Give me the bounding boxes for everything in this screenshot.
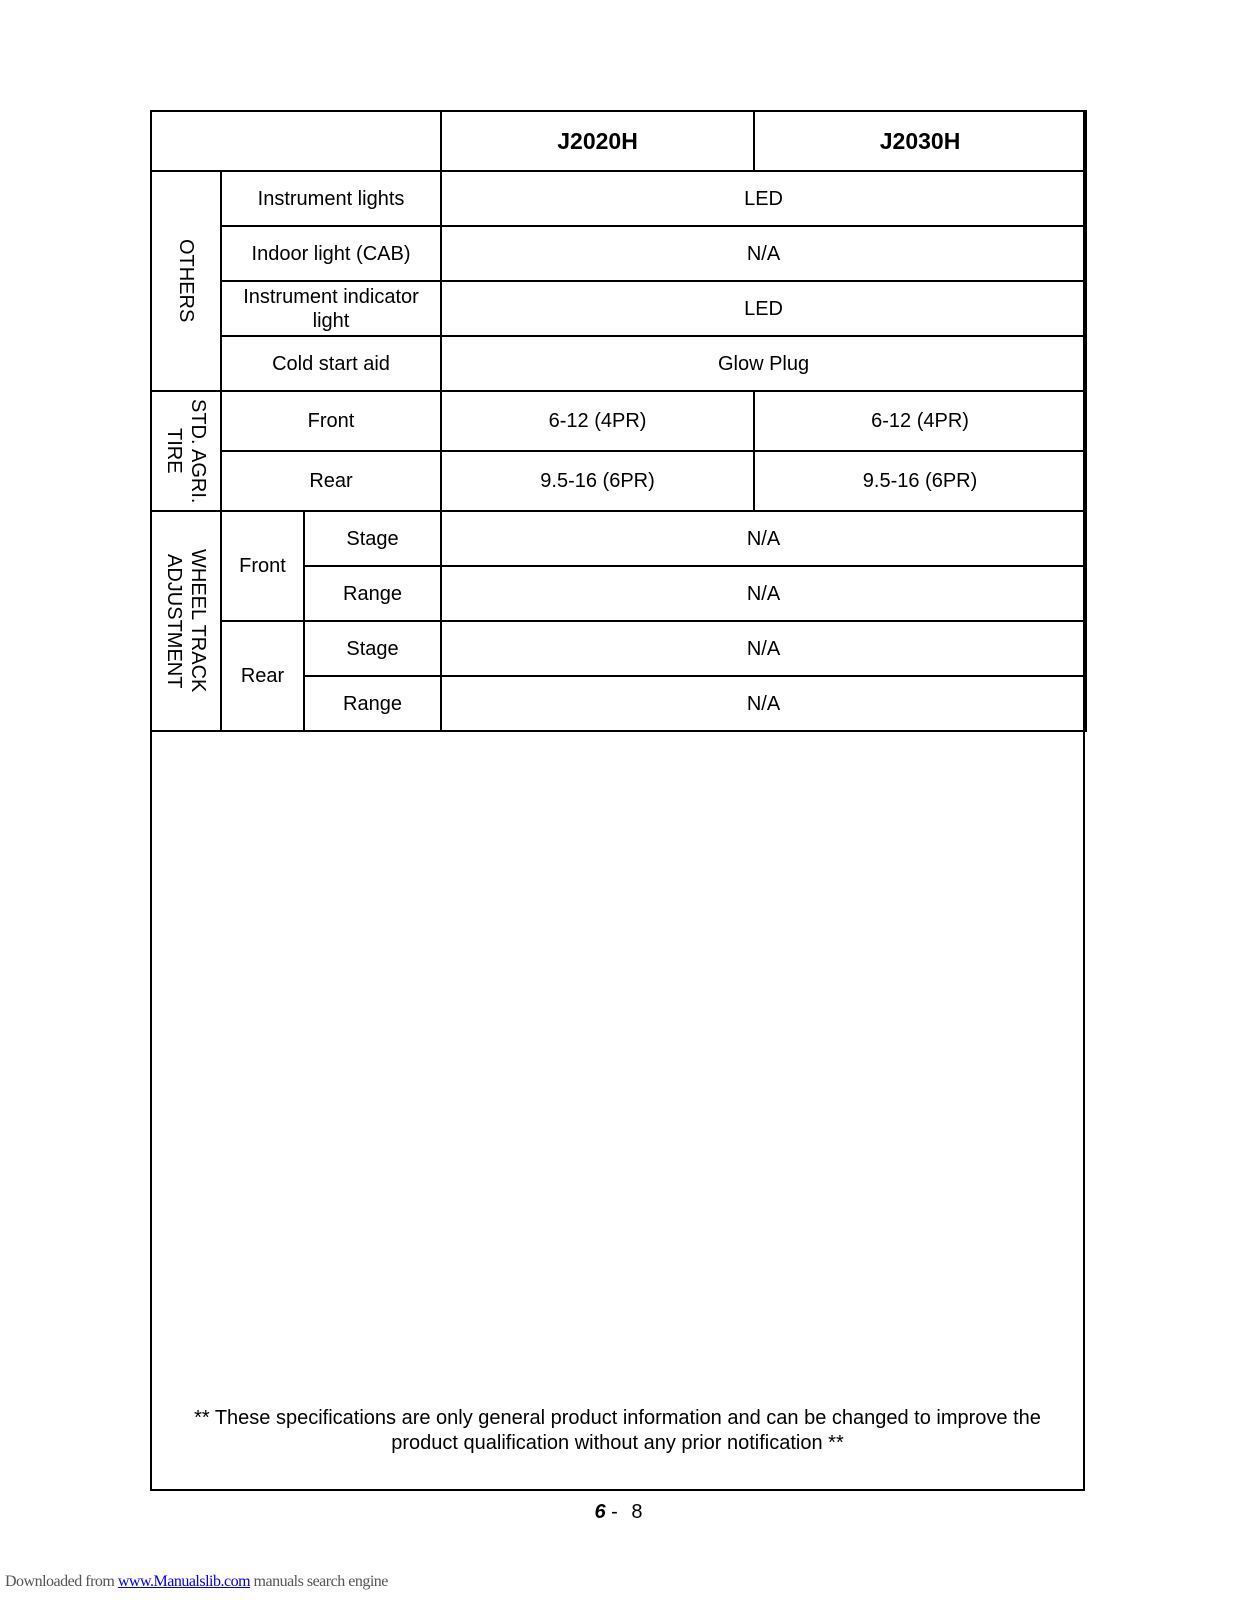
others-group-cell	[151, 171, 221, 391]
tire-row	[151, 451, 1086, 511]
wheel-track-value: N/A	[441, 676, 1086, 731]
disclaimer	[170, 1406, 1065, 1456]
wheel-track-rear-label: Rear	[221, 621, 304, 731]
page-number	[0, 1501, 1237, 1524]
page-chapter: 6	[594, 1501, 606, 1523]
wheel-track-sub-label: Stage	[304, 511, 441, 566]
header-row	[151, 111, 1086, 171]
spec-table	[150, 110, 1087, 732]
tire-group-cell	[151, 391, 221, 511]
model-header-j2030h: J2030H	[754, 111, 1086, 171]
others-row-label: Instrument lights	[221, 171, 441, 226]
tire-value-j2030h: 6-12 (4PR)	[754, 391, 1086, 451]
tire-row-label: Front	[221, 391, 441, 451]
disclaimer-line2: product qualification without any prior notification **	[391, 1432, 844, 1454]
page-separator: -	[611, 1501, 618, 1523]
others-row	[151, 171, 1086, 226]
wheel-track-front-label: Front	[221, 511, 304, 621]
wheel-track-group-label-line1: WHEEL TRACK	[187, 549, 209, 693]
others-row-label: Indoor light (CAB)	[221, 226, 441, 281]
wheel-track-row	[151, 621, 1086, 676]
page-num: 8	[631, 1501, 643, 1523]
others-row	[151, 281, 1086, 336]
wheel-track-value: N/A	[441, 566, 1086, 621]
wheel-track-sub-label: Stage	[304, 621, 441, 676]
manualslib-link[interactable]: www.Manualslib.com	[117, 1573, 251, 1590]
tire-value-j2030h: 9.5-16 (6PR)	[754, 451, 1086, 511]
download-footer	[5, 1573, 388, 1591]
wheel-track-value: N/A	[441, 621, 1086, 676]
wheel-track-sub-label: Range	[304, 566, 441, 621]
disclaimer-line1: ** These specifications are only general product information and can be changed to improve the	[194, 1407, 1041, 1429]
wheel-track-group-cell	[151, 511, 221, 731]
tire-row-label: Rear	[221, 451, 441, 511]
header-blank-cell	[151, 111, 441, 171]
others-row-value: N/A	[441, 226, 1086, 281]
wheel-track-row	[151, 511, 1086, 566]
others-row	[151, 226, 1086, 281]
wheel-track-value: N/A	[441, 511, 1086, 566]
footer-prefix: Downloaded from	[5, 1573, 118, 1590]
others-row-label: Cold start aid	[221, 336, 441, 391]
others-row	[151, 336, 1086, 391]
tire-group-label-line2: TIRE	[163, 428, 185, 474]
model-header-j2020h: J2020H	[441, 111, 754, 171]
others-group-label: OTHERS	[175, 239, 197, 323]
tire-value-j2020h: 6-12 (4PR)	[441, 391, 754, 451]
tire-row	[151, 391, 1086, 451]
tire-group-label-line1: STD. AGRI.	[187, 398, 209, 504]
others-row-label: Instrument indicator light	[221, 281, 441, 336]
tire-value-j2020h: 9.5-16 (6PR)	[441, 451, 754, 511]
footer-suffix: manuals search engine	[250, 1573, 388, 1590]
wheel-track-sub-label: Range	[304, 676, 441, 731]
others-row-value: Glow Plug	[441, 336, 1086, 391]
others-row-value: LED	[441, 171, 1086, 226]
others-row-value: LED	[441, 281, 1086, 336]
wheel-track-group-label-line2: ADJUSTMENT	[163, 553, 185, 689]
